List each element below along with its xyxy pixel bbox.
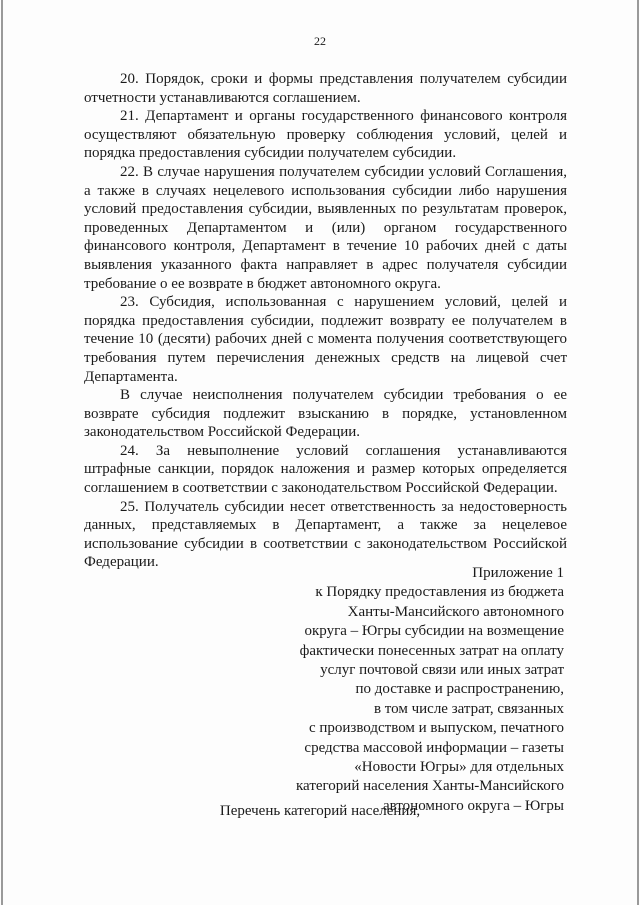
paragraph-23: 23. Субсидия, использованная с нарушением условий, целей и порядка предоставления субсидии, подлежит возврату ее получателем в течение 10 (десяти) рабочих дней с момента получения соответствующего требования путем перечисления денежных средств на лицевой счет Департамента. (84, 294, 567, 385)
appendix-line: к Порядку предоставления из бюджета (315, 584, 564, 601)
list-title: Перечень категорий населения, (219, 803, 421, 819)
appendix-line: в том числе затрат, связанных (373, 700, 564, 717)
paragraph-24: 24. За невыполнение условий соглашения устанавливаются штрафные санкции, порядок наложения и размер которых определяется соглашением в соответствии с законодательством Российской Федерации. (84, 442, 567, 497)
appendix-line: округа – Югры субсидии на возмещение (304, 623, 564, 640)
scan-edge-left (1, 0, 3, 905)
appendix-line: фактически понесенных затрат на оплату (299, 642, 564, 659)
page-number: 22 (314, 34, 326, 48)
scan-edge-right (637, 0, 639, 905)
appendix-line: Ханты-Мансийского автономного (347, 603, 564, 620)
paragraph-20: 20. Порядок, сроки и формы представления получателем субсидии отчетности устанавливаются соглашением. (84, 71, 567, 106)
paragraph-22: 22. В случае нарушения получателем субсидии условий Соглашения, а также в случаях нецелевого использования субсидии либо нарушения условий предоставления субсидии, выявленных по результатам проверок, проведенных Департаментом и (или) органом государственного финансового контроля, Департамент в течение 10 рабочих дней с даты выявления указанного факта направляет в адрес получателя субсидии требование о ее возврате в бюджет автономного округа. (84, 163, 567, 292)
appendix-line: автономного округа – Югры (382, 797, 564, 814)
paragraph-21: 21. Департамент и органы государственного финансового контроля осуществляют обязательную проверку соблюдения условий, целей и порядка предоставления субсидии получателем субсидии. (84, 108, 567, 162)
appendix-header (276, 564, 564, 816)
appendix-line: услуг почтовой связи или иных затрат (320, 662, 564, 679)
paragraph-23-continuation: В случае неисполнения получателем субсидии требования о ее возврате субсидия подлежит взысканию в порядке, установленном законодательством Российской Федерации. (84, 387, 567, 441)
appendix-line: с производством и выпуском, печатного (308, 720, 564, 737)
paragraph-25: 25. Получатель субсидии несет ответственность за недостоверность данных, представляемых в Департамент, а также за нецелевое использование субсидии в соответствии с законодательством Российской Федерации. (84, 498, 567, 571)
body-text (84, 70, 567, 572)
appendix-line: Приложение 1 (472, 565, 564, 581)
appendix-line: средства массовой информации – газеты (304, 739, 564, 756)
appendix-line: категорий населения Ханты-Мансийского (295, 778, 564, 795)
appendix-line: по доставке и распространению, (355, 681, 564, 698)
appendix-line: «Новости Югры» для отдельных (354, 759, 564, 776)
